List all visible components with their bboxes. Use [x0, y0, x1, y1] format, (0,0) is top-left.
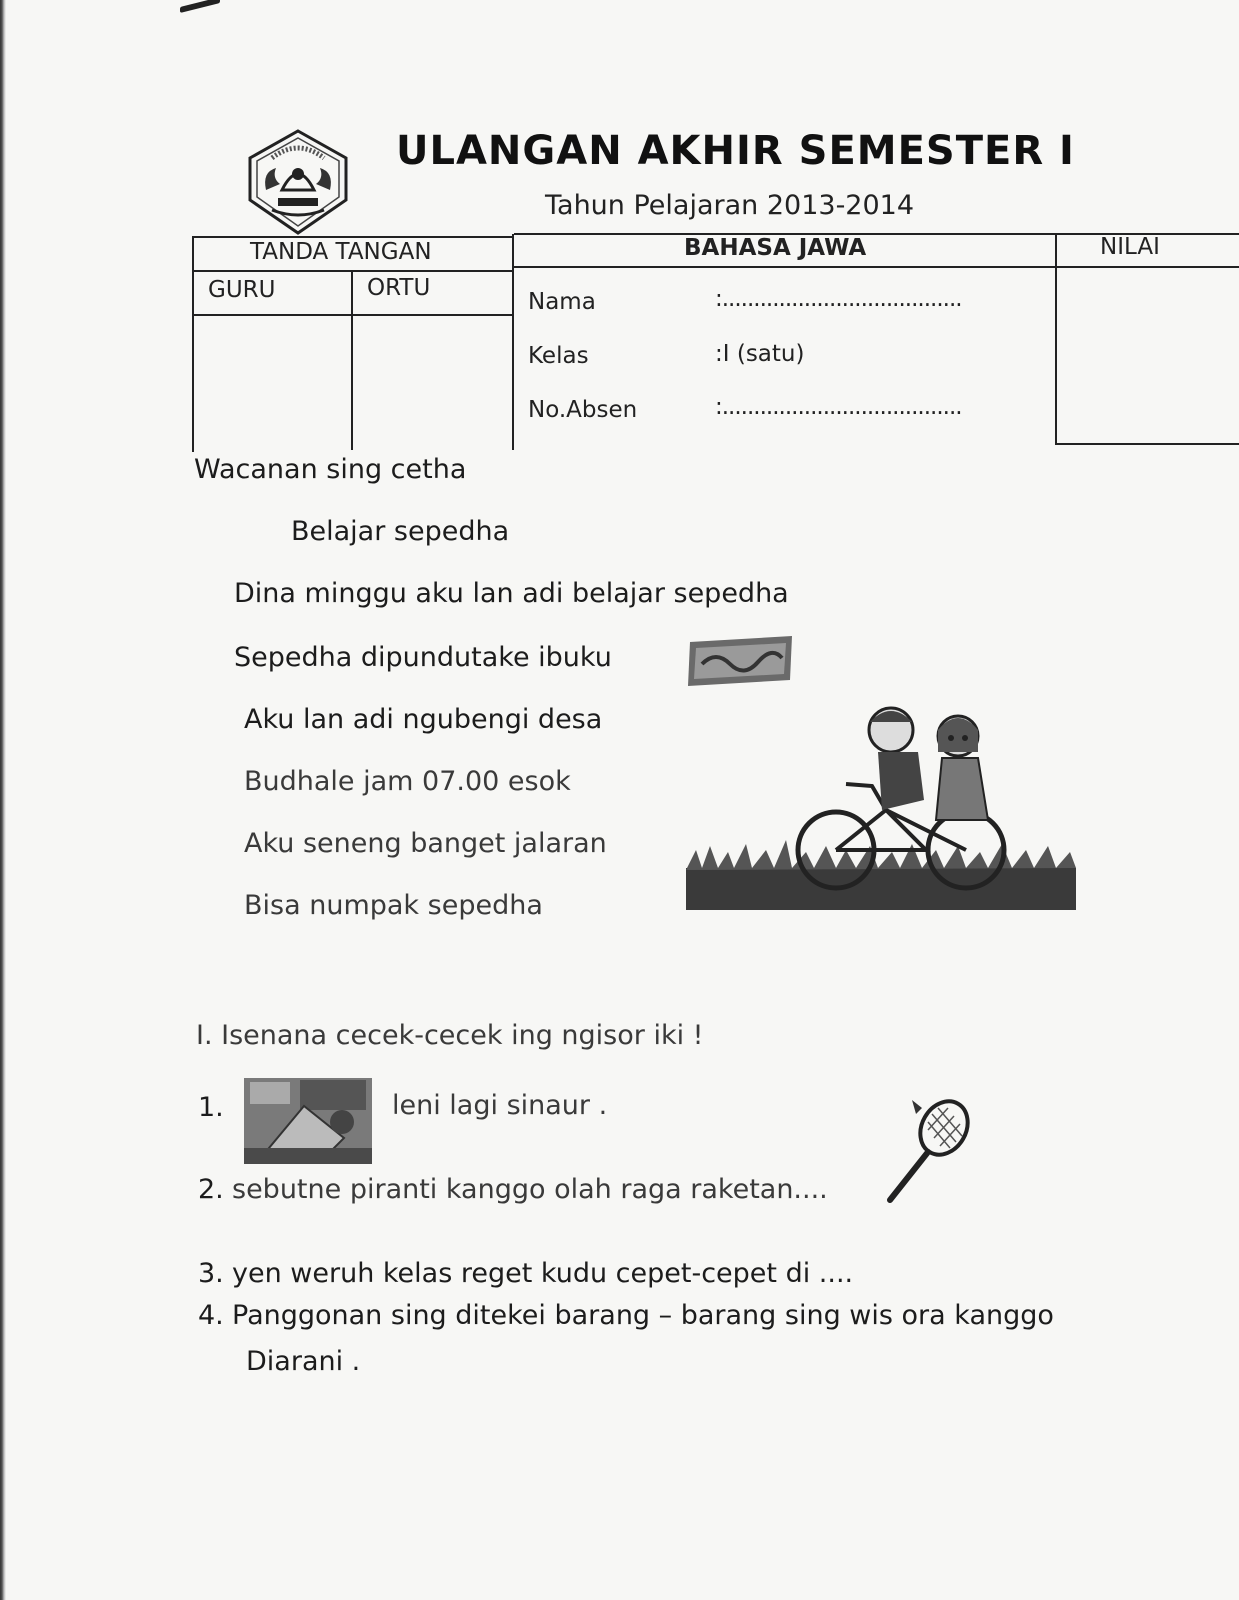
score-bottom-rule	[1055, 443, 1239, 445]
class-value: :I (satu)	[715, 341, 805, 367]
section-heading: I. Isenana cecek-cecek ing ngisor iki !	[196, 1020, 704, 1051]
page-title: ULANGAN AKHIR SEMESTER I	[396, 128, 1075, 174]
kids-cycling-illustration	[686, 700, 1076, 910]
reading-line: Bisa numpak sepedha	[244, 890, 543, 921]
question-text: sebutne piranti kanggo olah raga raketan....	[232, 1174, 828, 1205]
question-text: leni lagi sinaur .	[392, 1090, 608, 1121]
subject-label: BAHASA JAWA	[684, 235, 867, 261]
question-number: 4.	[198, 1300, 224, 1331]
table-left-border	[192, 236, 194, 452]
teacher-label: GURU	[208, 277, 276, 303]
reading-instruction: Wacanan sing cetha	[194, 454, 467, 485]
reading-line: Aku lan adi ngubengi desa	[244, 704, 603, 735]
question-continuation: Diarani .	[246, 1346, 361, 1377]
reading-line: Sepedha dipundutake ibuku	[234, 642, 612, 673]
question-number: 1.	[198, 1092, 224, 1123]
name-field[interactable]: :......................................	[715, 286, 962, 312]
study-photo-image	[244, 1078, 372, 1164]
reading-line: Aku seneng banget jalaran	[244, 828, 607, 859]
score-label: NILAI	[1100, 234, 1160, 260]
question-number: 3.	[198, 1258, 224, 1289]
reading-line: Dina minggu aku lan adi belajar sepedha	[234, 578, 789, 609]
name-label: Nama	[528, 289, 596, 315]
signature-column-divider	[351, 270, 353, 450]
school-emblem-logo	[242, 128, 354, 236]
scan-edge	[0, 0, 6, 1600]
scan-mark	[180, 0, 220, 13]
question-text: Panggonan sing ditekei barang – barang sing wis ora kanggo	[232, 1300, 1054, 1331]
badminton-racket-icon	[882, 1094, 982, 1204]
subject-header-rule	[514, 266, 1239, 268]
reading-title: Belajar sepedha	[291, 516, 510, 547]
attendance-number-field[interactable]: :......................................	[715, 394, 962, 420]
sticker-image	[686, 636, 796, 688]
attendance-number-label: No.Absen	[528, 397, 638, 423]
school-year: Tahun Pelajaran 2013-2014	[545, 190, 915, 221]
question-text: yen weruh kelas reget kudu cepet-cepet di ....	[232, 1258, 854, 1289]
class-label: Kelas	[528, 343, 589, 369]
reading-line: Budhale jam 07.00 esok	[244, 766, 571, 797]
question-number: 2.	[198, 1174, 224, 1205]
signature-subheader-rule	[192, 314, 514, 316]
signature-label: TANDA TANGAN	[250, 239, 432, 265]
signature-header-rule	[192, 270, 514, 272]
parent-label: ORTU	[367, 275, 431, 301]
table-top-border-left	[192, 236, 514, 238]
